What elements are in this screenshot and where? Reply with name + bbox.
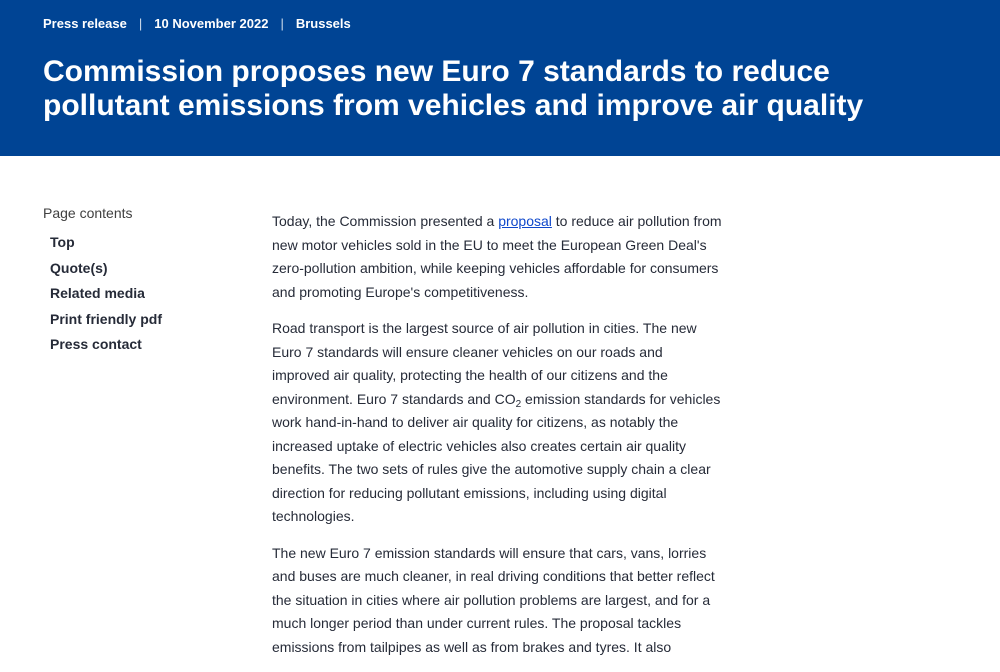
page-contents-list xyxy=(43,233,243,361)
toc-item-top[interactable]: Top xyxy=(50,234,75,250)
toc-item-print-friendly-pdf[interactable]: Print friendly pdf xyxy=(50,310,162,327)
paragraph-2-text-start: Road transport is the largest source of air pollution in cities. The new Euro 7 standards will ensure cleaner vehicles on our roads and improved air quality, protecting the health of our citizens and the environment. Euro 7 standards and CO xyxy=(272,320,697,407)
page-contents-nav xyxy=(43,204,243,361)
paragraph-3: The new Euro 7 emission standards will ensure that cars, vans, lorries and buses are much cleaner, in real driving conditions that better reflect the situation in cities where air pollution problems are largest, and for a much longer period than under current rules. The proposal tackles emissions from tailpipes as well as from brakes and tyres. It also xyxy=(272,544,715,655)
paragraph-1-text-start: Today, the Commission presented a xyxy=(272,213,499,229)
paragraph-1-text-end: to reduce air pollution from new motor vehicles sold in the EU to meet the European Green Deal's zero-pollution ambition, while keeping vehicles affordable for consumers and promoting Europe's competitiveness. xyxy=(272,213,722,300)
toc-item-press-contact[interactable]: Press contact xyxy=(50,336,142,352)
proposal-link[interactable]: proposal xyxy=(498,213,552,229)
toc-item-quotes[interactable]: Quote(s) xyxy=(50,259,108,276)
page-header xyxy=(0,0,1000,156)
press-meta xyxy=(43,16,351,32)
page-contents-heading: Page contents xyxy=(43,205,133,221)
co2-subscript: 2 xyxy=(515,398,522,410)
press-location: Brussels xyxy=(295,16,351,31)
paragraph-1 xyxy=(272,210,722,304)
toc-item-related-media[interactable]: Related media xyxy=(50,285,145,301)
press-type: Press release xyxy=(43,16,127,31)
meta-separator: | xyxy=(138,16,143,31)
meta-separator: | xyxy=(280,16,284,31)
paragraph-2-text-end: emission standards for vehicles work hand-in-hand to deliver air quality for citizens, as notably the increased uptake of electric vehicles also creates certain air quality benefits. The two sets of rules give the automotive supply chain a clear direction for reducing pollutant emissions, including using digital technologies. xyxy=(272,390,721,524)
paragraph-2 xyxy=(272,317,722,529)
page-title: Commission proposes new Euro 7 standards to reduce pollutant emissions from vehicles and improve air quality xyxy=(43,55,864,122)
article-body xyxy=(272,210,722,672)
press-date: 10 November 2022 xyxy=(154,16,269,31)
